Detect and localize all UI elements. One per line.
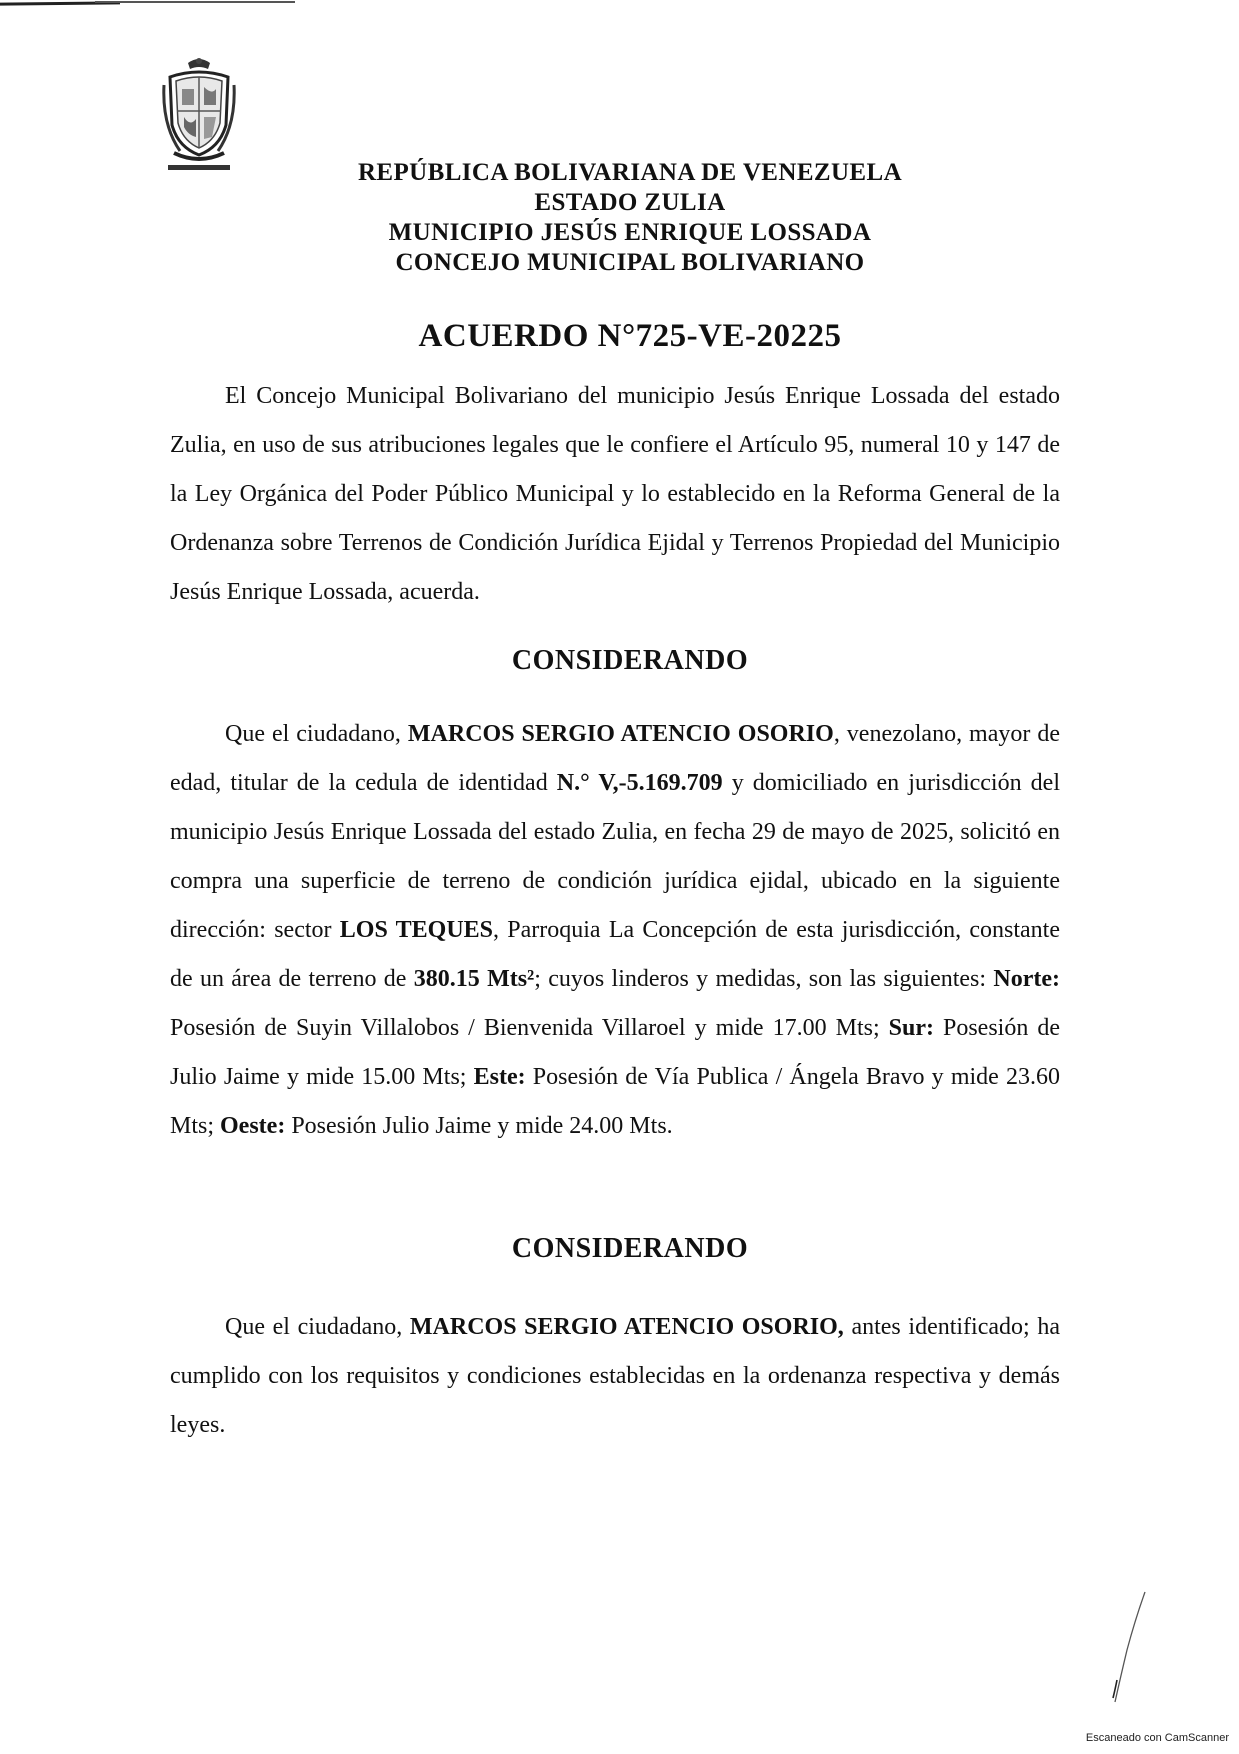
boundary-west-label: Oeste: — [220, 1113, 286, 1139]
text-segment: Que el ciudadano, — [225, 1314, 410, 1340]
top-scan-edge — [0, 0, 300, 6]
boundary-east-text: Posesión de Vía Publica / Ángela Bravo y mide 23.60 Mts; — [170, 1064, 1060, 1139]
scanner-watermark: Escaneado con CamScanner — [1085, 1732, 1229, 1744]
text-segment: antes identificado; ha cumplido con los requisitos y condiciones establecidas en la ordenanza respectiva y demás leyes. — [170, 1314, 1060, 1438]
intro-paragraph: El Concejo Municipal Bolivariano del municipio Jesús Enrique Lossada del estado Zulia, en uso de sus atribuciones legales que le confiere el Artículo 95, numeral 10 y 147 de la Ley Orgánica del Poder Público Municipal y lo establecido en la Reforma General de la Ordenanza sobre Terrenos de Condición Jurídica Ejidal y Terrenos Propiedad del Municipio Jesús Enrique Lossada, acuerda. — [170, 383, 1060, 605]
header-municipality: MUNICIPIO JESÚS ENRIQUE LOSSADA — [388, 219, 872, 246]
boundary-west-text: Posesión Julio Jaime y mide 24.00 Mts. — [285, 1113, 673, 1139]
boundary-north-text: Posesión de Suyin Villalobos / Bienvenida Villaroel y mide 17.00 Mts; — [170, 1015, 889, 1041]
pen-stroke-mark — [1095, 1590, 1155, 1705]
text-segment: , venezolano, mayor de edad, titular de la cedula de identidad — [170, 721, 1061, 796]
id-number: N.° V,-5.169.709 — [556, 770, 723, 796]
considerando-heading-2: CONSIDERANDO — [511, 1233, 749, 1264]
header-state: ESTADO ZULIA — [534, 189, 726, 216]
acuerdo-title: ACUERDO N°725-VE-20225 — [418, 318, 842, 354]
text-segment: y domiciliado en jurisdicción del municipio Jesús Enrique Lossada del estado Zulia, en fecha 29 de mayo de 2025, solicitó en compra una superficie de terreno de condición jurídica ejidal, ubicado en la siguiente dirección: sector — [170, 770, 1060, 943]
boundary-south-label: Sur: — [888, 1015, 934, 1041]
considerando-paragraph-2 — [170, 1303, 1060, 1450]
text-segment: , Parroquia La Concepción de esta jurisdicción, constante de un área de terreno de — [170, 917, 1060, 992]
boundary-south-text: Posesión de Julio Jaime y mide 15.00 Mts; — [170, 1015, 1061, 1090]
header-republic: REPÚBLICA BOLIVARIANA DE VENEZUELA — [357, 159, 903, 186]
land-area: 380.15 Mts² — [413, 966, 535, 992]
considerando-paragraph-1 — [170, 710, 1060, 1151]
boundary-north-label: Norte: — [993, 966, 1060, 992]
header-council: CONCEJO MUNICIPAL BOLIVARIANO — [395, 249, 865, 276]
citizen-name: MARCOS SERGIO ATENCIO OSORIO — [407, 721, 834, 747]
text-segment: Que el ciudadano, — [225, 721, 408, 747]
citizen-name: MARCOS SERGIO ATENCIO OSORIO, — [409, 1314, 844, 1340]
sector-name: LOS TEQUES — [339, 917, 494, 943]
municipal-crest-seal — [160, 55, 238, 177]
text-segment: ; cuyos linderos y medidas, son las siguientes: — [534, 966, 994, 992]
considerando-heading-1: CONSIDERANDO — [511, 645, 749, 676]
boundary-east-label: Este: — [473, 1064, 526, 1090]
document-header — [300, 158, 960, 278]
